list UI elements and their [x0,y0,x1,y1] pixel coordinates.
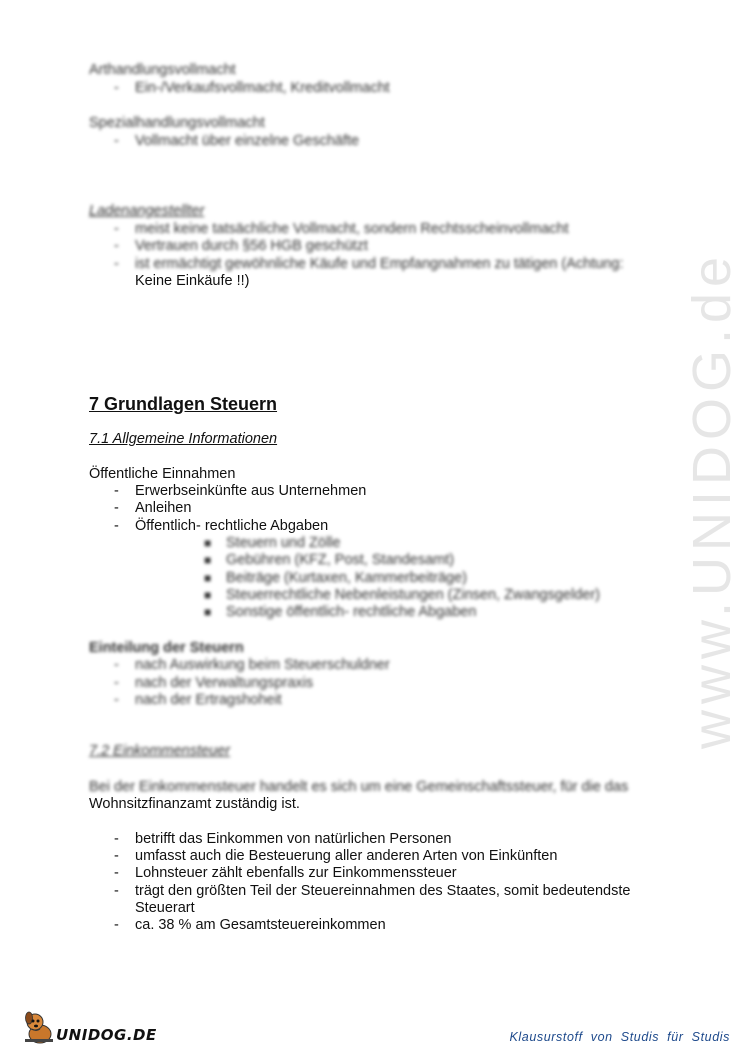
dash-marker: - [114,675,119,691]
list-item-continuation: Steuerart [135,900,195,916]
subsection-title: 7.2 Einkommensteuer [89,743,231,759]
blurred-heading: Spezialhandlungsvollmacht [89,115,265,131]
dash-marker: - [114,883,119,899]
sub-list-item: Steuerrechtliche Nebenleistungen (Zinsen, Zwangsgelder) [226,587,600,603]
sub-list-item: Sonstige öffentlich- rechtliche Abgaben [226,604,477,620]
footer-tagline: Klausurstoff von Studis für Studis [509,1030,730,1044]
list-item: trägt den größten Teil der Steuereinnahmen des Staates, somit bedeutendste [135,883,631,899]
sub-list-item: Gebühren (KFZ, Post, Standesamt) [226,552,455,568]
list-item: nach der Ertragshoheit [135,692,282,708]
blurred-item: ist ermächtigt gewöhnliche Käufe und Empfangnahmen zu tätigen (Achtung: [135,256,624,272]
dash-marker: - [114,80,119,96]
dash-marker: - [114,657,119,673]
blurred-heading: Arthandlungsvollmacht [89,62,236,78]
sub-list-item: Beiträge (Kurtaxen, Kammerbeiträge) [226,570,467,586]
watermark: www.UNIDOG.de [682,250,742,750]
intro-text: Wohnsitzfinanzamt zuständig ist. [89,796,300,812]
bullet-marker: ■ [204,588,212,602]
section-title: 7 Grundlagen Steuern [89,394,278,414]
list-item: Öffentlich- rechtliche Abgaben [135,518,329,534]
dash-marker: - [114,221,119,237]
blurred-item: Vollmacht über einzelne Geschäfte [135,133,360,149]
dash-marker: - [114,848,119,864]
einteilung-heading: Einteilung der Steuern [89,640,244,656]
bullet-marker: ■ [204,605,212,619]
blurred-item: meist keine tatsächliche Vollmacht, sondern Rechtsscheinvollmacht [135,221,569,237]
list-item: nach Auswirkung beim Steuerschuldner [135,657,390,673]
bullet-marker: ■ [204,536,212,550]
einnahmen-heading: Öffentliche Einnahmen [89,466,236,482]
dash-marker: - [114,692,119,708]
sub-list-item: Steuern und Zölle [226,535,341,551]
subsection-title: 7.1 Allgemeine Informationen [89,431,278,447]
continuation-text: Keine Einkäufe !!) [135,273,250,289]
dash-marker: - [114,238,119,254]
dash-marker: - [114,133,119,149]
list-item: umfasst auch die Besteuerung aller anderen Arten von Einkünften [135,848,558,864]
list-item: Anleihen [135,500,192,516]
list-item: nach der Verwaltungspraxis [135,675,314,691]
dash-marker: - [114,483,119,499]
dash-marker: - [114,256,119,272]
dash-marker: - [114,865,119,881]
dash-marker: - [114,917,119,933]
logo-text: UNIDOG.DE [56,1026,157,1044]
blurred-item: Vertrauen durch §56 HGB geschützt [135,238,368,254]
list-item: Erwerbseinkünfte aus Unternehmen [135,483,367,499]
dash-marker: - [114,500,119,516]
bullet-marker: ■ [204,553,212,567]
bullet-marker: ■ [204,571,212,585]
list-item: betrifft das Einkommen von natürlichen Personen [135,831,452,847]
intro-text-blurred: Bei der Einkommensteuer handelt es sich um eine Gemeinschaftssteuer, für die das [89,779,629,795]
blurred-heading: Ladenangestellter [89,203,205,219]
dash-marker: - [114,518,119,534]
list-item: ca. 38 % am Gesamtsteuereinkommen [135,917,386,933]
dash-marker: - [114,831,119,847]
blurred-item: Ein-/Verkaufsvollmacht, Kreditvollmacht [135,80,390,96]
list-item: Lohnsteuer zählt ebenfalls zur Einkommenssteuer [135,865,457,881]
